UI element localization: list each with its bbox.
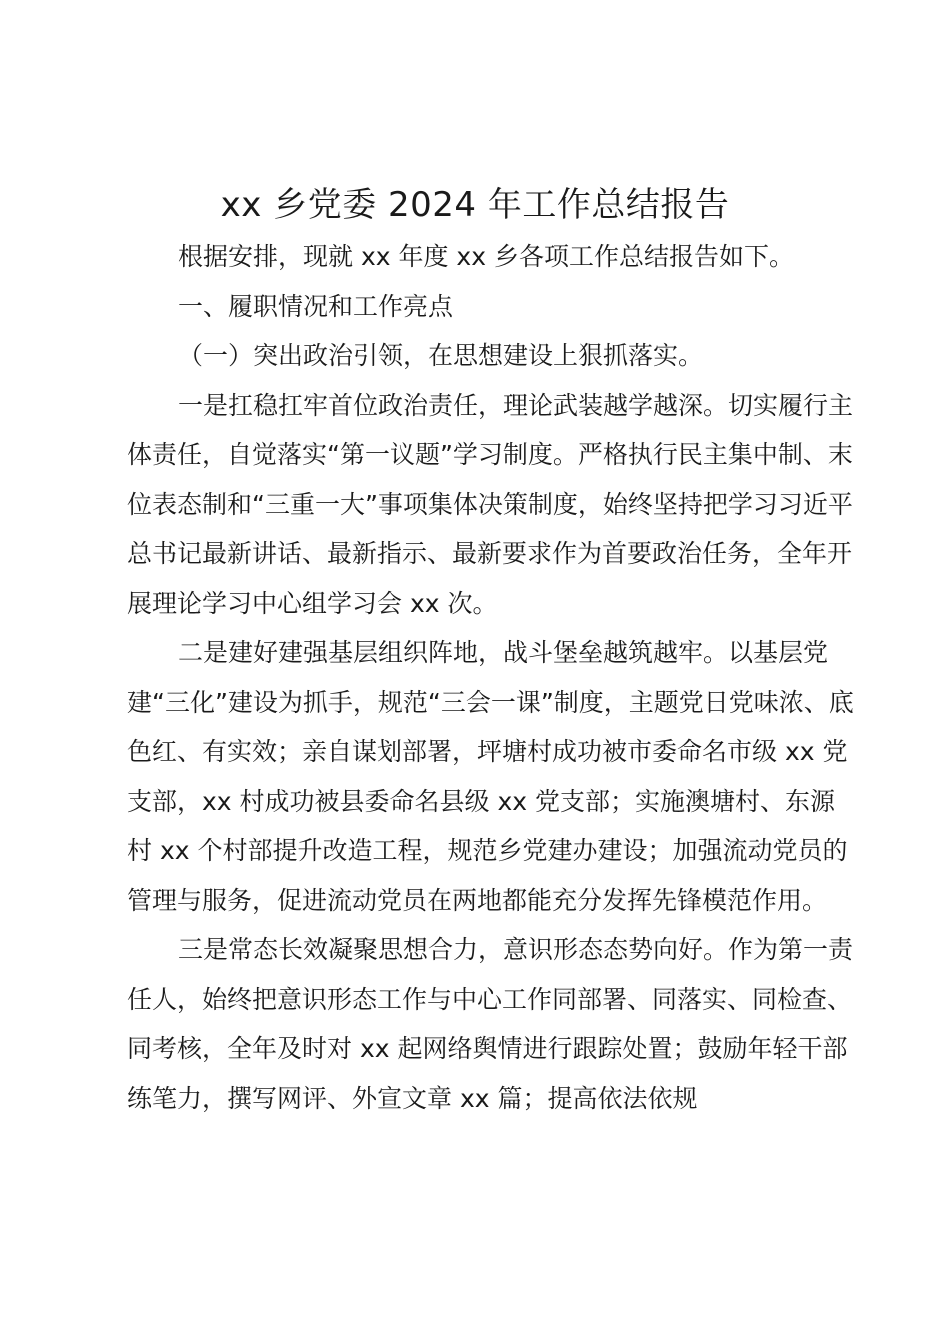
- subsection-heading: （一）突出政治引领，在思想建设上狠抓落实。: [178, 341, 704, 370]
- document-body: [127, 232, 857, 1123]
- section-heading: 一、履职情况和工作亮点: [178, 291, 454, 321]
- paragraph-ideology-work: 三是常态长效凝聚思想合力，意识形态态势向好。作为第一责任人，始终把意识形态工作与中心工作同部署、同落实、同检查、同考核，全年及时对 xx 起网络舆情进行跟踪处置；鼓励年轻干部练笔力，撰写网评、外宣文章 xx 篇；提高依法依规: [127, 935, 854, 1113]
- paragraph-grassroots-organization: 二是建好建强基层组织阵地，战斗堡垒越筑越牢。以基层党建“三化”建设为抓手，规范“三会一课”制度，主题党日党味浓、底色红、有实效；亲自谋划部署，坪塘村成功被市委命名市级 xx 党支部，xx 村成功被县委命名县级 xx 党支部；实施澳塘村、东源村 xx 个村部提升改造工程，规范乡党建办建设；加强流动党员的管理与服务，促进流动党员在两地都能充分发挥先锋模范作用。: [127, 638, 854, 915]
- document-title: xx 乡党委 2024 年工作总结报告: [220, 185, 730, 225]
- paragraph-intro: 根据安排，现就 xx 年度 xx 乡各项工作总结报告如下。: [178, 242, 794, 271]
- paragraph-political-responsibility: 一是扛稳扛牢首位政治责任，理论武装越学越深。切实履行主体责任，自觉落实“第一议题”学习制度。严格执行民主集中制、末位表态制和“三重一大”事项集体决策制度，始终坚持把学习习近平总书记最新讲话、最新指示、最新要求作为首要政治任务，全年开展理论学习中心组学习会 xx 次。: [127, 390, 854, 618]
